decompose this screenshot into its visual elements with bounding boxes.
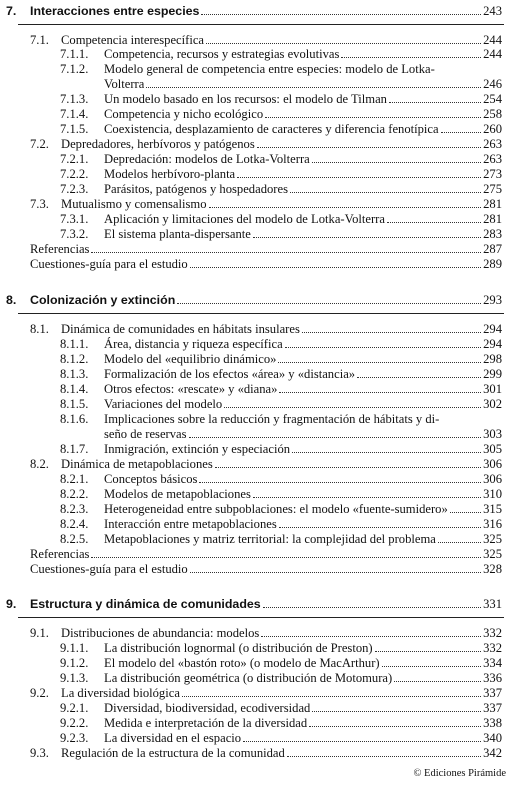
page-number: 337 [483,686,502,700]
entry-number: 9.1.1. [60,641,89,655]
page-number: 298 [483,352,502,366]
entry-title: Cuestiones-guía para el estudio [30,257,188,271]
dot-leader [279,527,481,528]
toc-entry[interactable] [60,167,502,181]
toc-entry[interactable] [30,746,502,760]
page-number: 340 [483,731,502,745]
dot-leader [450,512,481,513]
entry-title: Volterra [104,77,145,91]
chapter-divider [18,313,504,314]
dot-leader [265,117,481,118]
entry-number: 7. [6,4,17,18]
toc-entry[interactable] [60,47,502,61]
entry-title: La distribución geométrica (o distribución de Motomura) [104,671,393,685]
dot-leader [285,347,481,348]
toc-entry[interactable] [30,626,502,640]
page-number: 287 [483,242,502,256]
toc-entry[interactable] [60,382,502,396]
page-number: 310 [483,487,502,501]
toc-entry[interactable] [60,212,502,226]
entry-title: Parásitos, patógenos y hospedadores [104,182,288,196]
page-number: 302 [483,397,502,411]
entry-number: 8.2.1. [60,472,89,486]
entry-title: Otros efectos: «rescate» y «diana» [104,382,278,396]
entry-number: 8.1.5. [60,397,89,411]
toc-entry[interactable] [60,62,502,76]
page-number: 331 [483,597,502,611]
entry-number: 9.1.3. [60,671,89,685]
toc-entry[interactable] [60,656,502,670]
entry-number: 8.1.7. [60,442,89,456]
entry-number: 8.2. [30,457,49,471]
entry-number: 9.2. [30,686,49,700]
page-number: 305 [483,442,502,456]
toc-entry[interactable] [60,122,502,136]
toc-entry[interactable] [30,686,502,700]
entry-title: Modelos herbívoro-planta [104,167,236,181]
entry-number: 8.1.1. [60,337,89,351]
dot-leader [263,607,481,608]
entry-number: 7.3. [30,197,49,211]
entry-number: 7.1. [30,33,49,47]
entry-number: 8.1.6. [60,412,89,426]
dot-leader [441,132,481,133]
page-number: 301 [483,382,502,396]
toc-entry[interactable] [60,92,502,106]
page-number: 306 [483,472,502,486]
dot-leader [375,651,481,652]
page-number: 243 [483,4,502,18]
entry-title: Depredadores, herbívoros y patógenos [61,137,255,151]
dot-leader [389,102,481,103]
entry-number: 8.1.3. [60,367,89,381]
entry-number: 9.2.3. [60,731,89,745]
page-number: 258 [483,107,502,121]
dot-leader [287,756,481,757]
dot-leader [341,57,481,58]
toc-entry[interactable] [60,182,502,196]
page-number: 336 [483,671,502,685]
entry-title: Depredación: modelos de Lotka-Volterra [104,152,310,166]
page-number: 316 [483,517,502,531]
publisher-footer: © Ediciones Pirámide [413,768,506,779]
entry-title: seño de reservas [104,427,187,441]
dot-leader [91,252,481,253]
toc-entry[interactable] [60,701,502,715]
entry-title: Aplicación y limitaciones del modelo de Lotka-Volterra [104,212,385,226]
page-number: 275 [483,182,502,196]
chapter-entry[interactable] [6,4,502,18]
entry-title: La diversidad en el espacio [104,731,242,745]
entry-title: Colonización y extinción [30,293,176,307]
dot-leader [146,87,481,88]
entry-title: Medida e interpretación de la diversidad [104,716,308,730]
dot-leader [253,497,481,498]
dot-leader [278,362,481,363]
page-number: 244 [483,47,502,61]
dot-leader [201,14,481,15]
page-number: 342 [483,746,502,760]
chapter-divider [18,24,504,25]
entry-number: 9.1. [30,626,49,640]
entry-title: Inmigración, extinción y especiación [104,442,291,456]
dot-leader [190,572,481,573]
page-number: 281 [483,212,502,226]
entry-title: Referencias [30,242,90,256]
toc-entry[interactable] [60,352,502,366]
entry-title: Cuestiones-guía para el estudio [30,562,188,576]
entry-title: Competencia interespecífica [61,33,205,47]
page-number: 338 [483,716,502,730]
dot-leader [357,377,481,378]
toc-entry[interactable] [60,472,502,486]
toc-entry[interactable] [60,641,502,655]
toc-entry[interactable] [30,562,502,576]
dot-leader [394,681,481,682]
dot-leader [261,636,481,637]
page-number: 337 [483,701,502,715]
page-number: 299 [483,367,502,381]
entry-number: 7.3.2. [60,227,89,241]
toc-entry[interactable] [60,532,502,546]
entry-number: 7.1.2. [60,62,89,76]
dot-leader [91,557,481,558]
page-number: 332 [483,641,502,655]
entry-title: Un modelo basado en los recursos: el modelo de Tilman [104,92,387,106]
dot-leader [215,467,481,468]
entry-number: 7.1.3. [60,92,89,106]
toc-entry[interactable] [60,227,502,241]
entry-title: Implicaciones sobre la reducción y fragmentación de hábitats y di- [104,412,440,426]
page-number: 328 [483,562,502,576]
dot-leader [190,267,481,268]
toc-entry[interactable] [30,242,502,256]
toc-entry[interactable] [60,152,502,166]
dot-leader [387,222,481,223]
toc-entry[interactable] [30,197,502,211]
entry-title: Modelo general de competencia entre especies: modelo de Lotka- [104,62,435,76]
entry-number: 8.1.2. [60,352,89,366]
toc-entry[interactable] [60,412,502,426]
dot-leader [189,437,482,438]
toc-entry[interactable] [60,716,502,730]
dot-leader [182,696,481,697]
page-number: 315 [483,502,502,516]
entry-number: 8.1. [30,322,49,336]
chapter-entry[interactable] [6,293,502,307]
page-number: 303 [483,427,502,441]
dot-leader [382,666,482,667]
page-number: 293 [483,293,502,307]
toc-entry[interactable] [104,77,502,91]
dot-leader [209,207,482,208]
entry-number: 8.1.4. [60,382,89,396]
entry-title: Área, distancia y riqueza específica [104,337,283,351]
dot-leader [279,392,481,393]
toc-entry[interactable] [60,367,502,381]
page-number: 294 [483,322,502,336]
page-number: 294 [483,337,502,351]
dot-leader [292,452,481,453]
entry-title: Diversidad, biodiversidad, ecodiversidad [104,701,311,715]
entry-title: El modelo del «bastón roto» (o modelo de MacArthur) [104,656,380,670]
page-number: 325 [483,547,502,561]
entry-title: Heterogeneidad entre subpoblaciones: el modelo «fuente-sumidero» [104,502,448,516]
entry-title: Dinámica de comunidades en hábitats insulares [61,322,300,336]
entry-number: 7.1.5. [60,122,89,136]
dot-leader [438,542,481,543]
entry-title: Competencia y nicho ecológico [104,107,264,121]
entry-title: Coexistencia, desplazamiento de caracteres y diferencia fenotípica [104,122,439,136]
dot-leader [309,726,481,727]
toc-entry[interactable] [60,397,502,411]
entry-number: 9.1.2. [60,656,89,670]
dot-leader [302,332,481,333]
entry-number: 9. [6,597,17,611]
page-number: 325 [483,532,502,546]
page-number: 263 [483,137,502,151]
entry-number: 7.2.2. [60,167,89,181]
toc-entry[interactable] [60,671,502,685]
dot-leader [206,43,481,44]
dot-leader [290,192,481,193]
entry-title: Variaciones del modelo [104,397,223,411]
entry-title: Referencias [30,547,90,561]
entry-title: Modelos de metapoblaciones [104,487,251,501]
entry-title: El sistema planta-dispersante [104,227,251,241]
toc-entry[interactable] [60,731,502,745]
entry-title: La distribución lognormal (o distribución de Preston) [104,641,373,655]
entry-title: Regulación de la estructura de la comunidad [61,746,285,760]
entry-number: 7.1.4. [60,107,89,121]
entry-number: 8.2.2. [60,487,89,501]
entry-number: 8.2.3. [60,502,89,516]
entry-title: La diversidad biológica [61,686,180,700]
entry-number: 8.2.4. [60,517,89,531]
entry-title: Mutualismo y comensalismo [61,197,207,211]
entry-title: Metapoblaciones y matriz territorial: la complejidad del problema [104,532,436,546]
entry-number: 7.2. [30,137,49,151]
page-number: 260 [483,122,502,136]
entry-number: 7.1.1. [60,47,89,61]
entry-title: Distribuciones de abundancia: modelos [61,626,260,640]
chapter-divider [18,617,504,618]
toc-entry[interactable] [30,547,502,561]
toc-entry[interactable] [30,257,502,271]
entry-number: 8.2.5. [60,532,89,546]
page-number: 289 [483,257,502,271]
entry-title: Interacciones entre especies [30,4,200,18]
entry-title: Dinámica de metapoblaciones [61,457,213,471]
page-number: 246 [483,77,502,91]
entry-title: Competencia, recursos y estrategias evolutivas [104,47,340,61]
page-number: 332 [483,626,502,640]
dot-leader [312,162,481,163]
toc-entry[interactable] [60,517,502,531]
page-number: 334 [483,656,502,670]
entry-number: 7.2.3. [60,182,89,196]
page-number: 281 [483,197,502,211]
dot-leader [243,741,481,742]
entry-number: 7.3.1. [60,212,89,226]
entry-number: 9.2.1. [60,701,89,715]
entry-number: 8. [6,293,17,307]
toc-entry[interactable] [60,337,502,351]
entry-title: Formalización de los efectos «área» y «distancia» [104,367,356,381]
chapter-entry[interactable] [6,597,502,611]
toc-entry[interactable] [30,457,502,471]
toc-entry[interactable] [60,442,502,456]
entry-title: Modelo del «equilibrio dinámico» [104,352,277,366]
toc-entry[interactable] [104,427,502,441]
toc-entry[interactable] [60,107,502,121]
page-number: 263 [483,152,502,166]
entry-title: Estructura y dinámica de comunidades [30,597,261,611]
entry-title: Interacción entre metapoblaciones [104,517,277,531]
dot-leader [224,407,481,408]
page-number: 283 [483,227,502,241]
page-number: 273 [483,167,502,181]
entry-number: 7.2.1. [60,152,89,166]
toc-entry[interactable] [30,33,502,47]
toc-entry[interactable] [60,487,502,501]
dot-leader [253,237,481,238]
entry-number: 9.2.2. [60,716,89,730]
toc-entry[interactable] [60,502,502,516]
dot-leader [237,177,481,178]
toc-entry[interactable] [30,137,502,151]
toc-entry[interactable] [30,322,502,336]
entry-number: 9.3. [30,746,49,760]
dot-leader [177,303,481,304]
dot-leader [257,147,481,148]
entry-title: Conceptos básicos [104,472,198,486]
page-number: 254 [483,92,502,106]
page-number: 244 [483,33,502,47]
dot-leader [199,482,481,483]
page-number: 306 [483,457,502,471]
dot-leader [312,711,481,712]
